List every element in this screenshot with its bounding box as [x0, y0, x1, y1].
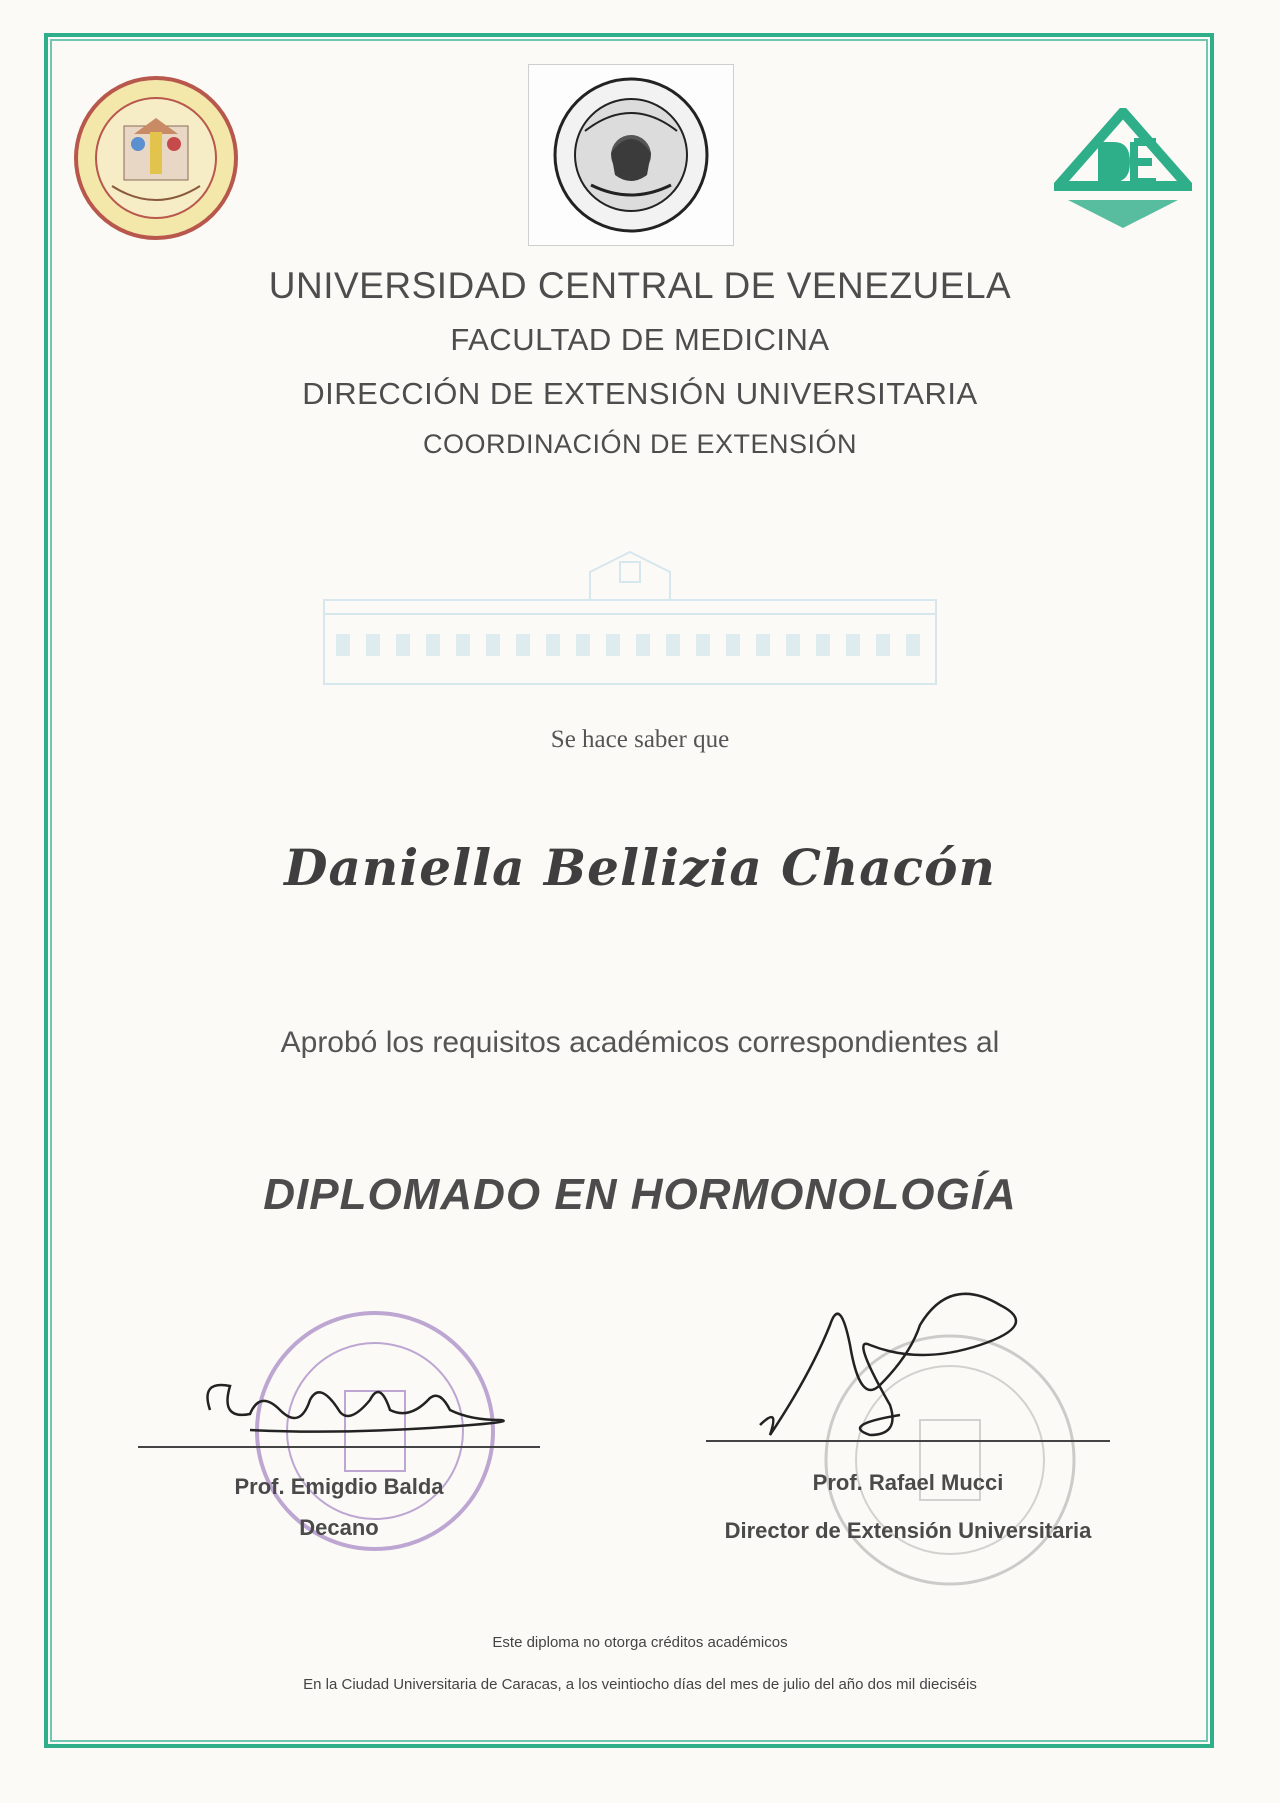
- intro-text: Se hace saber que: [550, 726, 730, 753]
- director-name: Prof. Rafael Mucci: [812, 1470, 1004, 1495]
- dean-signature: [190, 1350, 530, 1460]
- coordination-title: COORDINACIÓN DE EXTENSIÓN: [422, 429, 858, 459]
- building-watermark-icon: [320, 548, 940, 688]
- program-title: DIPLOMADO EN HORMONOLOGÍA: [263, 1170, 1017, 1219]
- extension-logo-icon: [1054, 108, 1192, 232]
- direction-title: DIRECCIÓN DE EXTENSIÓN UNIVERSITARIA: [302, 376, 978, 411]
- dean-signature-line: [138, 1446, 540, 1448]
- faculty-title: FACULTAD DE MEDICINA: [450, 322, 830, 357]
- university-title: UNIVERSIDAD CENTRAL DE VENEZUELA: [268, 265, 1012, 306]
- approval-text: Aprobó los requisitos académicos correspondientes al: [280, 1026, 1000, 1059]
- director-signature-line: [706, 1440, 1110, 1442]
- dean-role: Decano: [299, 1515, 379, 1540]
- recipient-name: Daniella Bellizia Chacón: [284, 838, 996, 897]
- university-seal-icon: [551, 75, 711, 235]
- faculty-seal-icon: [72, 74, 240, 242]
- university-seal-box: [528, 64, 734, 246]
- director-signature: [750, 1285, 1050, 1445]
- credits-note: Este diploma no otorga créditos académicos: [492, 1634, 788, 1651]
- director-role: Director de Extensión Universitaria: [724, 1518, 1092, 1543]
- dean-name: Prof. Emigdio Balda: [234, 1474, 444, 1499]
- place-date: En la Ciudad Universitaria de Caracas, a los veintiocho días del mes de julio del año dos mil dieciséis: [303, 1676, 977, 1693]
